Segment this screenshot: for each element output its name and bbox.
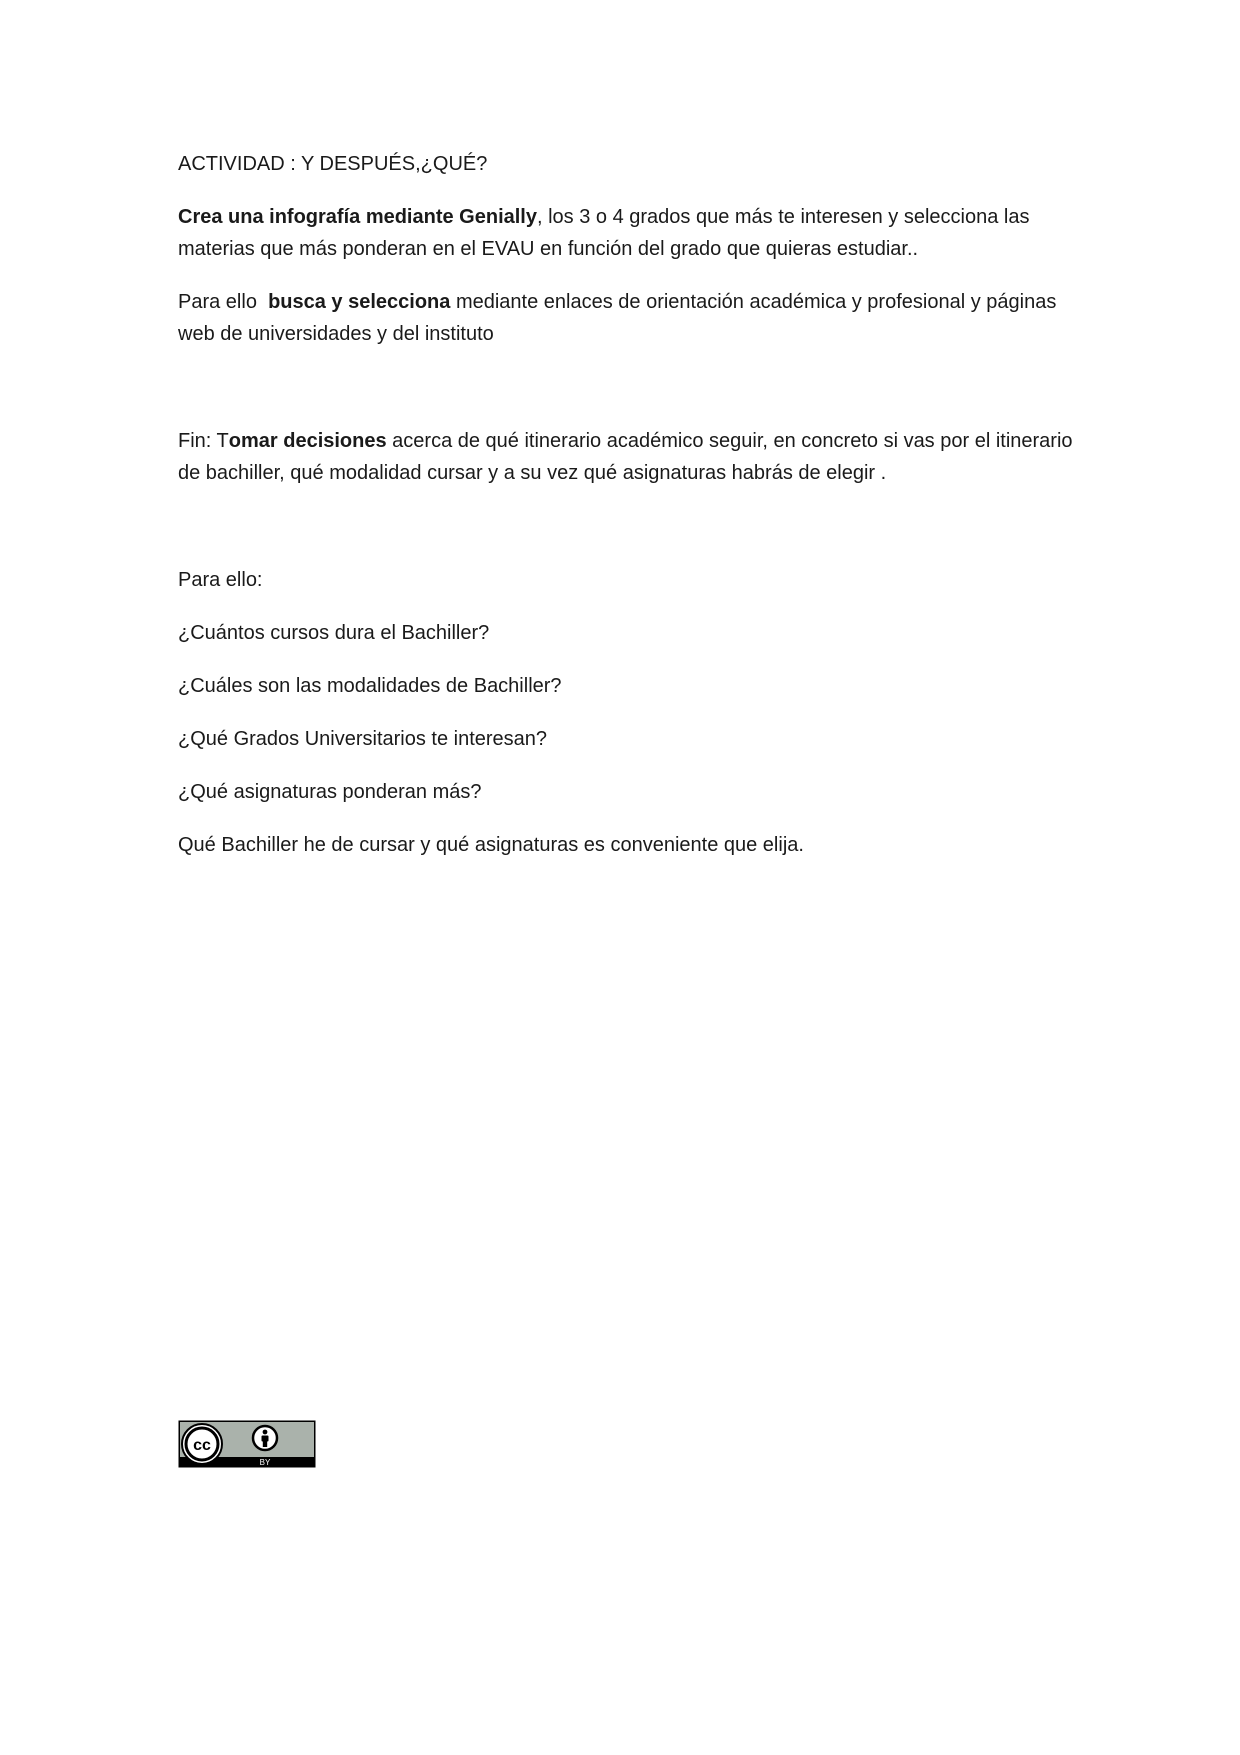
cc-text: cc [193,1437,211,1454]
goal-text: acerca de qué itinerario académico seguir, en concreto si vas por el itinerario de bachiller, qué modalidad cursar y a su vez qué asignaturas habrás de elegir . [178,430,1073,484]
question-item: ¿Qué Grados Universitarios te interesan? [178,728,548,750]
search-paragraph [178,286,1078,350]
question-item: Qué Bachiller he de cursar y qué asignaturas es conveniente que elija. [178,834,804,856]
question-item: ¿Cuántos cursos dura el Bachiller? [178,622,490,644]
goal-bold: omar decisiones [228,430,387,452]
question-item: ¿Cuáles son las modalidades de Bachiller? [178,675,562,697]
instruction-text: , los 3 o 4 grados que más te interesen y selecciona las materias que más ponderan en el EVAU en función del grado que quieras estudiar.. [178,206,1030,260]
instruction-paragraph [178,201,1078,265]
spacer [178,510,1078,564]
questions-intro: Para ello: [178,569,263,591]
spacer [178,371,1078,425]
search-text: mediante enlaces de orientación académica y profesional y páginas web de universidades y del instituto [178,291,1057,345]
goal-prefix: Fin: T [178,430,229,452]
goal-paragraph [178,425,1078,489]
instruction-bold: Crea una infografía mediante Genially [178,206,537,228]
search-bold: busca y selecciona [268,291,451,313]
document-body [178,148,1078,882]
activity-title: ACTIVIDAD : Y DESPUÉS,¿QUÉ? [178,153,488,175]
cc-by-license-icon [178,1420,316,1468]
search-prefix: Para ello [178,291,269,313]
by-text: BY [259,1458,271,1467]
question-item: ¿Qué asignaturas ponderan más? [178,781,482,803]
